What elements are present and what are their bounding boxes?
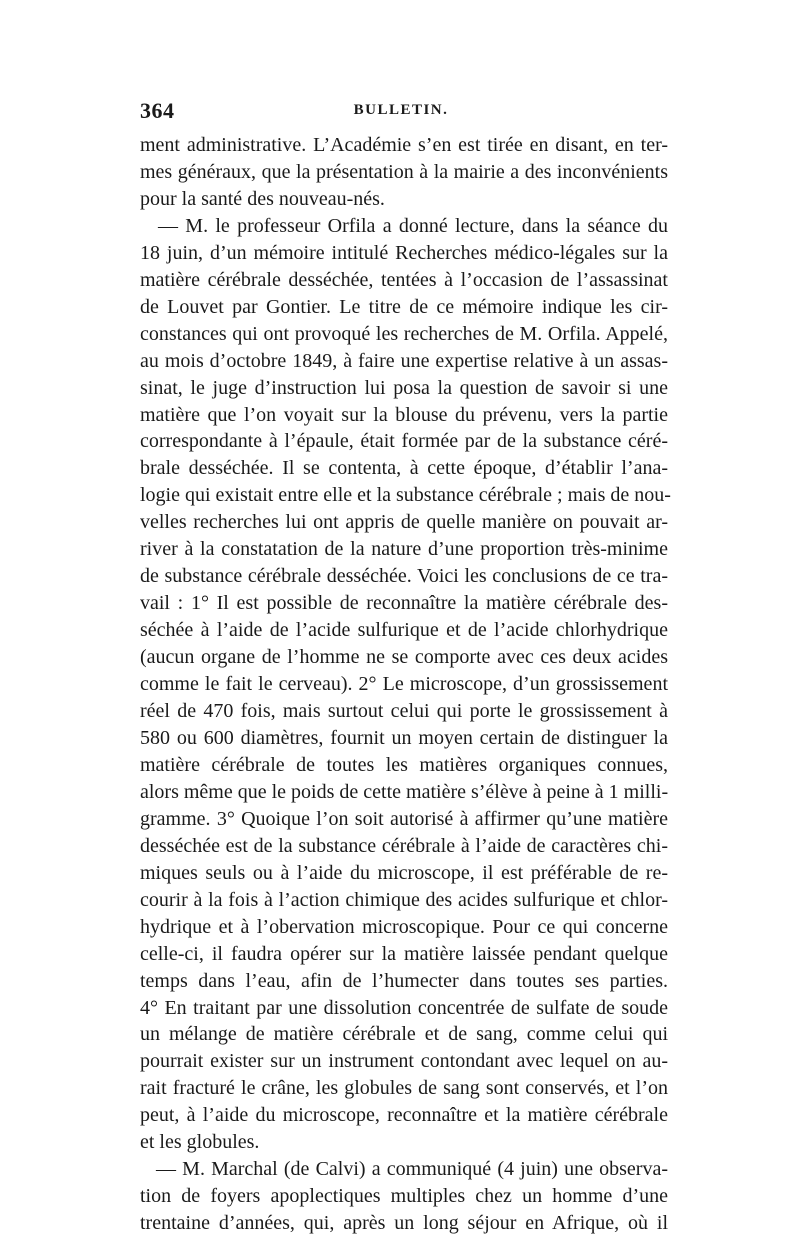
text-line: celle-ci, il faudra opérer sur la matière laissée pendant quelque [140,942,668,965]
text-line: — M. le professeur Orfila a donné lecture, dans la séance du [158,214,668,237]
text-line: mes généraux, que la présentation à la mairie a des inconvénients [140,160,668,183]
text-line: desséchée est de la substance cérébrale à l’aide de caractères chi- [140,834,668,857]
text-line: peut, à l’aide du microscope, reconnaître et la matière cérébrale [140,1104,668,1127]
text-line: 18 juin, d’un mémoire intitulé Recherches médico-légales sur la [140,241,668,264]
text-line: alors même que le poids de cette matière s’élève à peine à 1 milli- [140,780,669,803]
text-line: 580 ou 600 diamètres, fournit un moyen certain de distinguer la [140,726,668,749]
running-head: BULLETIN. [353,102,449,118]
text-line: vail : 1° Il est possible de reconnaître la matière cérébrale des- [140,592,668,615]
text-line: (aucun organe de l’homme ne se comporte avec ces deux acides [140,646,668,669]
text-line: brale desséchée. Il se contenta, à cette époque, d’établir l’ana- [140,457,668,480]
text-line: logie qui existait entre elle et la substance cérébrale ; mais de nou- [140,484,671,507]
text-line: réel de 470 fois, mais surtout celui qui porte le grossissement à [140,700,668,723]
text-line: ment administrative. L’Académie s’en est tirée en disant, en ter- [140,134,668,156]
text-line: pourrait exister sur un instrument contondant avec lequel on au- [140,1050,668,1073]
text-line: trentaine d’années, qui, après un long séjour en Afrique, où il [140,1212,668,1235]
text-line: velles recherches lui ont appris de quelle manière on pouvait ar- [140,511,668,534]
body-text [140,132,671,1237]
text-line: rait fracturé le crâne, les globules de sang sont conservés, et l’on [140,1077,668,1100]
text-line: au mois d’octobre 1849, à faire une expertise relative à un assas- [140,349,668,372]
text-line: 4° En traitant par une dissolution concentrée de sulfate de soude [140,996,668,1019]
text-line: miques seuls ou à l’aide du microscope, il est préférable de re- [140,861,668,884]
text-line: matière que l’on voyait sur la blouse du prévenu, vers la partie [140,403,668,426]
text-line: matière cérébrale de toutes les matières organiques connues, [140,753,668,776]
text-line: hydrique et à l’obervation microscopique. Pour ce qui concerne [140,915,668,938]
text-line: correspondante à l’épaule, était formée par de la substance céré- [140,430,668,453]
text-line: river à la constatation de la nature d’une proportion très-minime [140,538,668,561]
text-line: temps dans l’eau, afin de l’humecter dans toutes ses parties. [140,969,668,992]
page-header [140,98,662,124]
text-line: tion de foyers apoplectiques multiples chez un homme d’une [140,1185,668,1208]
page-number: 364 [140,98,175,123]
text-line: matière cérébrale desséchée, tentées à l’occasion de l’assassinat [140,268,668,291]
text-line: gramme. 3° Quoique l’on soit autorisé à affirmer qu’une matière [140,807,668,830]
text-line: comme le fait le cerveau). 2° Le microscope, d’un grossissement [140,673,668,696]
text-line: constances qui ont provoqué les recherches de M. Orfila. Appelé, [140,322,668,345]
text-line: un mélange de matière cérébrale et de sang, comme celui qui [140,1023,668,1046]
text-line: de substance cérébrale desséchée. Voici les conclusions de ce tra- [140,565,668,588]
text-line: — M. Marchal (de Calvi) a communiqué (4 juin) une observa- [156,1158,668,1181]
text-line: courir à la fois à l’action chimique des acides sulfurique et chlor- [140,888,668,911]
text-line: de Louvet par Gontier. Le titre de ce mémoire indique les cir- [140,295,668,318]
text-line: et les globules. [140,1131,260,1154]
text-line: sinat, le juge d’instruction lui posa la question de savoir si une [140,376,668,399]
text-line: pour la santé des nouveau-nés. [140,187,385,210]
text-line: séchée à l’aide de l’acide sulfurique et de l’acide chlorhydrique [140,619,668,642]
